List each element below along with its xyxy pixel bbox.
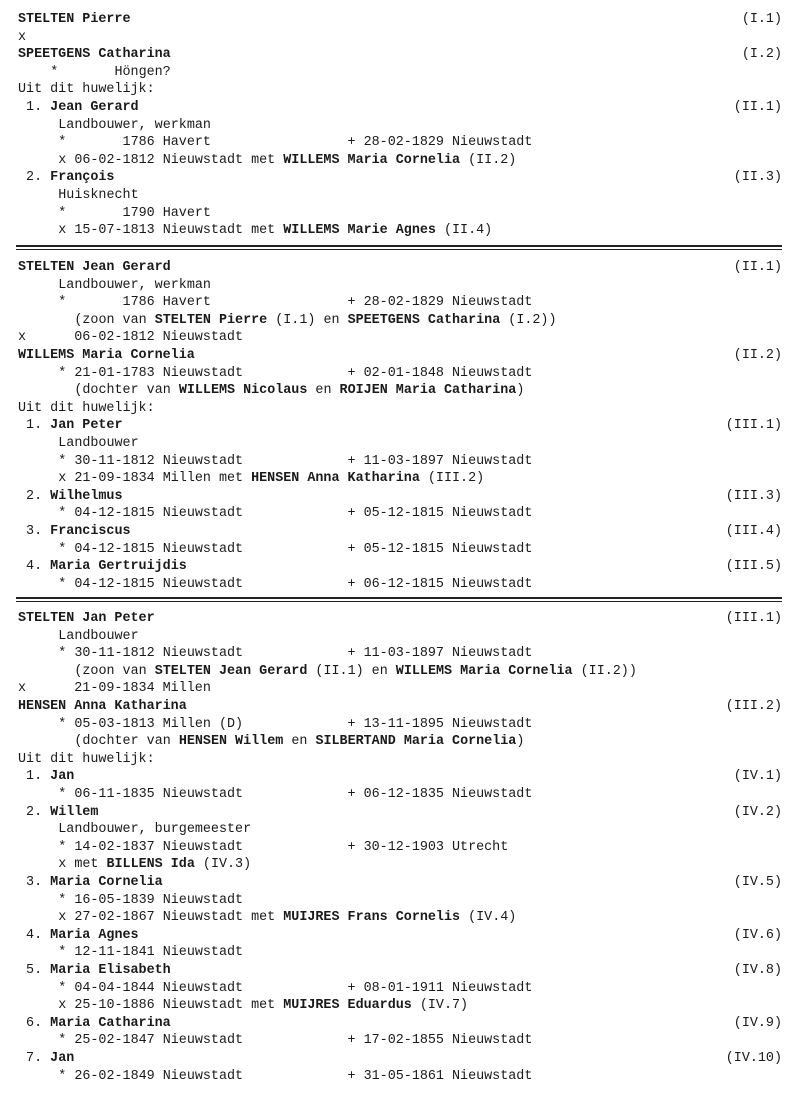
line-text	[26, 169, 114, 187]
record-text: * 21-01-1783 Nieuwstadt + 02-01-1848 Nieuwstadt	[58, 365, 533, 381]
line-text	[26, 768, 74, 786]
line-text	[18, 751, 155, 769]
line-text	[18, 347, 195, 365]
person-name: STELTEN Jean Gerard	[154, 663, 308, 679]
person-name: STELTEN Jan Peter	[18, 611, 155, 626]
line-text	[58, 117, 211, 135]
line-text	[58, 187, 138, 205]
record-text: Landbouwer	[58, 628, 139, 644]
record-text: Landbouwer, werkman	[58, 117, 211, 133]
person-heading-line	[0, 804, 800, 822]
line-text	[58, 645, 532, 663]
record-text: x 21-09-1834 Millen	[18, 681, 211, 697]
line-text	[58, 1032, 532, 1050]
line-text	[26, 488, 122, 506]
person-name: Willem	[50, 804, 99, 820]
record-text: * 1786 Havert + 28-02-1829 Nieuwstadt	[58, 135, 533, 151]
line-text	[58, 1068, 532, 1086]
person-heading-line	[0, 1050, 800, 1068]
record-line	[0, 663, 800, 681]
record-text: (III.2)	[419, 471, 485, 487]
generation-reference: (II.3)	[733, 170, 782, 186]
person-name: SPEETGENS Catharina	[18, 47, 171, 63]
record-line	[0, 435, 800, 453]
person-heading-line	[0, 99, 800, 117]
line-text	[26, 523, 130, 541]
person-name: HENSEN Anna Katharina	[18, 699, 187, 714]
record-text: * 04-12-1815 Nieuwstadt + 06-12-1815 Nieuwstadt	[58, 576, 533, 592]
person-heading-line	[0, 1015, 800, 1033]
line-text	[58, 821, 251, 839]
person-name: STELTEN Pierre	[154, 312, 268, 328]
person-heading-line	[0, 874, 800, 892]
person-heading-line	[0, 558, 800, 576]
generation-reference: (IV.6)	[733, 927, 782, 943]
record-line	[0, 645, 800, 663]
record-text: 4.	[26, 927, 51, 943]
record-text: 3.	[26, 524, 51, 539]
generation-reference: (IV.1)	[733, 769, 782, 785]
record-text: (I.2))	[500, 312, 557, 328]
line-text	[58, 134, 532, 152]
person-heading-line	[0, 927, 800, 945]
line-text	[18, 400, 155, 418]
generation-reference: (IV.8)	[733, 963, 782, 978]
record-text: 1.	[26, 418, 51, 434]
line-text	[58, 470, 484, 488]
record-line	[0, 786, 800, 804]
line-text	[58, 997, 468, 1015]
record-text: Landbouwer, werkman	[58, 277, 211, 293]
record-text: x 21-09-1834 Millen met	[58, 471, 252, 487]
record-text: Landbouwer, burgemeester	[58, 822, 252, 838]
record-line	[0, 134, 800, 152]
line-text	[18, 610, 155, 628]
record-line	[0, 152, 800, 170]
record-line	[0, 628, 800, 646]
record-line	[0, 81, 800, 99]
record-text: (dochter van	[74, 734, 179, 750]
record-text: * 12-11-1841 Nieuwstadt	[58, 945, 244, 961]
generation-reference: (II.1)	[733, 100, 782, 115]
line-text	[74, 382, 524, 400]
line-text	[58, 541, 532, 559]
record-text: 4.	[26, 559, 51, 575]
record-text: * 04-04-1844 Nieuwstadt + 08-01-1911 Nieuwstadt	[58, 980, 533, 996]
record-line	[0, 944, 800, 962]
line-text	[18, 11, 131, 29]
record-line	[0, 980, 800, 998]
record-text: Huisknecht	[58, 188, 139, 203]
person-name: Maria Elisabeth	[50, 963, 171, 978]
record-line	[0, 505, 800, 523]
record-line	[0, 453, 800, 471]
line-text	[58, 277, 211, 295]
record-text: (II.2))	[572, 663, 637, 679]
record-text: * 25-02-1847 Nieuwstadt + 17-02-1855 Nieuwstadt	[58, 1033, 533, 1049]
line-text	[58, 365, 532, 383]
line-text	[26, 558, 187, 576]
record-text: 2.	[26, 170, 51, 186]
person-heading-line	[0, 962, 800, 980]
record-line	[0, 400, 800, 418]
record-text: (IV.7)	[411, 998, 469, 1014]
record-text: * 30-11-1812 Nieuwstadt + 11-03-1897 Nieuwstadt	[58, 453, 533, 469]
record-text: 1.	[26, 769, 51, 785]
person-name: Jan Peter	[50, 418, 123, 434]
record-text: x 06-02-1812 Nieuwstadt met	[58, 152, 284, 168]
person-name: Maria Gertruijdis	[50, 559, 187, 575]
record-text: (II.2)	[460, 152, 517, 168]
record-line	[0, 205, 800, 223]
line-text	[58, 980, 532, 998]
person-heading-line	[0, 46, 800, 64]
generation-reference: (I.2)	[741, 47, 782, 63]
record-text: * 16-05-1839 Nieuwstadt	[58, 892, 244, 908]
record-line	[0, 909, 800, 927]
person-name: HENSEN Anna Katharina	[251, 471, 420, 487]
line-text	[26, 962, 171, 980]
person-heading-line	[0, 610, 800, 628]
generation-reference: (III.3)	[725, 488, 782, 504]
line-text	[58, 909, 516, 927]
person-heading-line	[0, 259, 800, 277]
person-name: SPEETGENS Catharina	[347, 312, 501, 328]
record-text: 2.	[26, 804, 51, 820]
record-text: Uit dit huwelijk:	[18, 751, 155, 767]
person-heading-line	[0, 11, 800, 29]
line-text	[58, 152, 516, 170]
person-heading-line	[0, 523, 800, 541]
record-text: 5.	[26, 963, 51, 978]
record-line	[0, 856, 800, 874]
record-line	[0, 733, 800, 751]
person-name: WILLEMS Maria Cornelia	[395, 663, 573, 679]
record-text: 3.	[26, 875, 51, 890]
person-heading-line	[0, 169, 800, 187]
line-text	[26, 417, 122, 435]
record-text: * Höngen?	[50, 64, 171, 80]
record-line	[0, 312, 800, 330]
person-heading-line	[0, 768, 800, 786]
line-text	[58, 839, 508, 857]
line-text	[18, 81, 155, 99]
record-text: en	[307, 383, 340, 399]
record-text: Uit dit huwelijk:	[18, 82, 155, 98]
record-line	[0, 541, 800, 559]
person-name: BILLENS Ida	[106, 857, 195, 873]
record-text: * 06-11-1835 Nieuwstadt + 06-12-1835 Nieuwstadt	[58, 787, 533, 802]
person-name: WILLEMS Marie Agnes	[283, 223, 436, 239]
record-line	[0, 576, 800, 594]
person-name: Franciscus	[50, 524, 131, 539]
record-text: 6.	[26, 1015, 51, 1031]
line-text	[58, 576, 532, 594]
line-text	[58, 222, 492, 240]
record-text: (I.1) en	[267, 312, 348, 328]
record-text: * 04-12-1815 Nieuwstadt + 05-12-1815 Nieuwstadt	[58, 506, 533, 522]
person-name: Maria Cornelia	[50, 875, 163, 890]
line-text	[26, 99, 139, 117]
record-text: 1.	[26, 100, 51, 115]
line-text	[18, 259, 171, 277]
generation-reference: (II.2)	[733, 348, 782, 363]
record-text: 2.	[26, 488, 51, 504]
line-text	[26, 874, 163, 892]
line-text	[18, 329, 243, 347]
generation-reference: (II.1)	[733, 260, 782, 275]
record-line	[0, 329, 800, 347]
person-heading-line	[0, 698, 800, 716]
record-text: Uit dit huwelijk:	[18, 400, 155, 416]
record-text: (IV.3)	[194, 857, 252, 873]
record-text: Landbouwer	[58, 436, 139, 451]
record-text: (II.4)	[435, 223, 493, 239]
generation-reference: (IV.9)	[733, 1015, 782, 1031]
line-text	[50, 64, 171, 82]
line-text	[26, 1015, 171, 1033]
person-name: Maria Agnes	[50, 927, 139, 943]
line-text	[58, 716, 532, 734]
record-text: x met	[58, 857, 107, 873]
record-text: x 06-02-1812 Nieuwstadt	[18, 330, 243, 346]
line-text	[58, 294, 532, 312]
record-line	[0, 1032, 800, 1050]
record-line	[0, 294, 800, 312]
person-name: Maria Catharina	[50, 1015, 171, 1031]
line-text	[26, 1050, 74, 1068]
person-name: WILLEMS Nicolaus	[178, 383, 308, 399]
record-text: (zoon van	[74, 312, 155, 328]
person-name: SILBERTAND Maria Cornelia	[315, 734, 517, 750]
generation-reference: (III.1)	[725, 418, 782, 434]
record-line	[0, 470, 800, 488]
line-text	[58, 856, 251, 874]
record-line	[0, 997, 800, 1015]
line-text	[58, 435, 138, 453]
line-text	[74, 663, 637, 681]
record-line	[0, 64, 800, 82]
line-text	[18, 698, 187, 716]
record-line	[0, 222, 800, 240]
person-heading-line	[0, 488, 800, 506]
generation-reference: (III.1)	[725, 611, 782, 626]
line-text	[18, 680, 211, 698]
record-text: * 14-02-1837 Nieuwstadt + 30-12-1903 Utrecht	[58, 839, 509, 855]
generation-reference: (III.2)	[725, 699, 782, 714]
person-name: Jean Gerard	[50, 100, 139, 115]
generation-reference: (III.5)	[725, 559, 782, 575]
record-line	[0, 382, 800, 400]
line-text	[58, 453, 532, 471]
line-text	[18, 46, 171, 64]
record-line	[0, 1068, 800, 1086]
record-line	[0, 117, 800, 135]
record-text: (zoon van	[74, 663, 155, 679]
record-text: (IV.4)	[460, 910, 517, 926]
line-text	[18, 29, 26, 47]
generation-reference: (III.4)	[725, 524, 782, 539]
person-name: WILLEMS Maria Cornelia	[18, 348, 195, 363]
line-text	[58, 628, 138, 646]
record-text: x 27-02-1867 Nieuwstadt met	[58, 910, 284, 926]
record-line	[0, 892, 800, 910]
line-text	[74, 312, 556, 330]
line-text	[26, 927, 139, 945]
person-name: WILLEMS Maria Cornelia	[283, 152, 461, 168]
record-text: (II.1) en	[307, 663, 396, 679]
record-text: * 30-11-1812 Nieuwstadt + 11-03-1897 Nieuwstadt	[58, 646, 533, 662]
record-line	[0, 365, 800, 383]
record-text: x 15-07-1813 Nieuwstadt met	[58, 223, 284, 239]
record-line	[0, 187, 800, 205]
person-name: François	[50, 170, 115, 186]
record-text: )	[516, 383, 525, 399]
record-text: (dochter van	[74, 383, 179, 399]
line-text	[58, 892, 243, 910]
record-text: * 26-02-1849 Nieuwstadt + 31-05-1861 Nieuwstadt	[58, 1068, 533, 1084]
line-text	[58, 505, 532, 523]
record-line	[0, 29, 800, 47]
record-line	[0, 821, 800, 839]
record-line	[0, 277, 800, 295]
record-text: x 25-10-1886 Nieuwstadt met	[58, 998, 284, 1014]
record-line	[0, 716, 800, 734]
record-text: en	[283, 734, 316, 750]
record-line	[0, 751, 800, 769]
line-text	[58, 786, 532, 804]
person-name: MUIJRES Eduardus	[283, 998, 412, 1014]
line-text	[58, 944, 243, 962]
record-text: * 1790 Havert	[58, 205, 211, 221]
section-separator	[16, 245, 782, 250]
person-name: STELTEN Pierre	[18, 12, 131, 27]
generation-reference: (IV.10)	[725, 1051, 782, 1066]
record-text: * 1786 Havert + 28-02-1829 Nieuwstadt	[58, 295, 533, 311]
person-name: Jan	[50, 1051, 75, 1066]
record-line	[0, 839, 800, 857]
section-separator	[16, 597, 782, 602]
person-heading-line	[0, 347, 800, 365]
person-heading-line	[0, 417, 800, 435]
line-text	[58, 205, 211, 223]
line-text	[74, 733, 524, 751]
record-text: )	[516, 734, 525, 750]
record-text: 7.	[26, 1051, 51, 1066]
record-text: * 05-03-1813 Millen (D) + 13-11-1895 Nieuwstadt	[58, 716, 533, 732]
person-name: MUIJRES Frans Cornelis	[283, 910, 461, 926]
record-text: x	[18, 29, 27, 45]
generation-reference: (I.1)	[741, 12, 782, 27]
person-name: HENSEN Willem	[178, 734, 284, 750]
record-line	[0, 680, 800, 698]
person-name: Wilhelmus	[50, 488, 123, 504]
person-name: STELTEN Jean Gerard	[18, 260, 171, 275]
person-name: ROIJEN Maria Catharina	[339, 383, 517, 399]
line-text	[26, 804, 98, 822]
person-name: Jan	[50, 769, 75, 785]
generation-reference: (IV.2)	[733, 804, 782, 820]
generation-reference: (IV.5)	[733, 875, 782, 890]
record-text: * 04-12-1815 Nieuwstadt + 05-12-1815 Nieuwstadt	[58, 541, 533, 557]
